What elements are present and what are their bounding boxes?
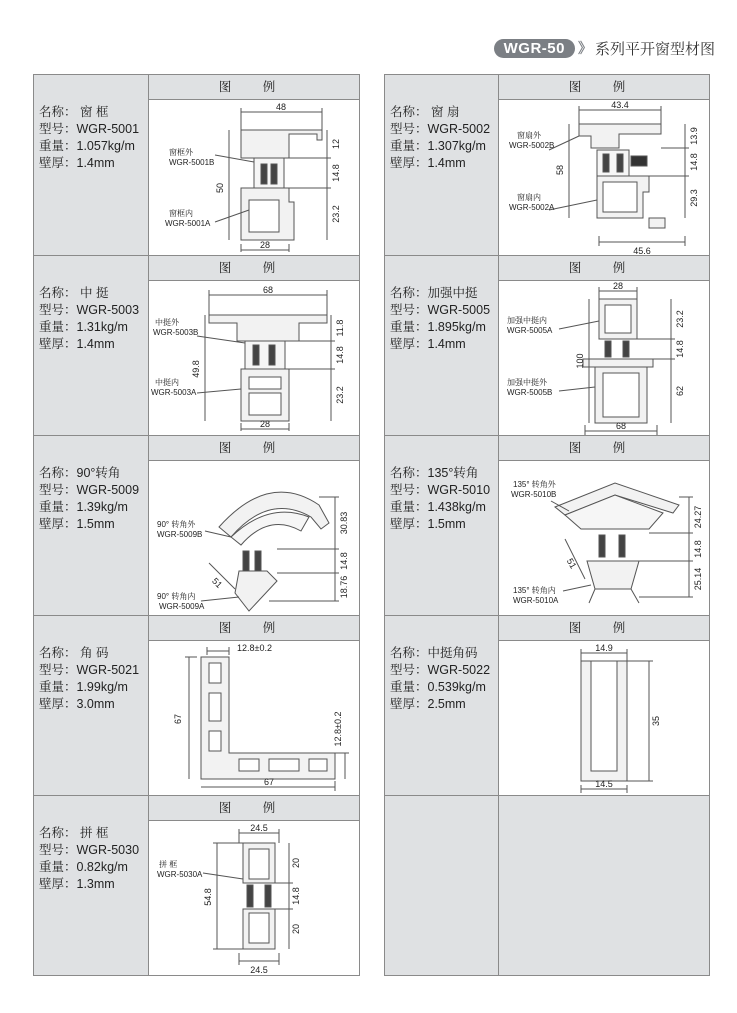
spec-weight: 重量：1.895kg/m xyxy=(390,320,486,334)
dim-r2: 14.8 xyxy=(331,164,341,182)
dim-bottom: 28 xyxy=(259,240,271,250)
dim-diag: 51 xyxy=(564,556,579,571)
dim-r3: 62 xyxy=(675,385,685,397)
label-outer: 135° 转角外 xyxy=(513,480,556,489)
dim-r2: 14.8 xyxy=(693,540,703,558)
spec-block xyxy=(39,825,139,893)
spec-name: 名称： 窗 框 xyxy=(39,105,109,119)
label-inner: 窗框内 xyxy=(169,209,193,218)
profile-row-5005 xyxy=(385,256,709,436)
spec-model: 型号：WGR-5002 xyxy=(390,122,491,136)
profile-drawing-5009 xyxy=(149,461,359,615)
dim-left: 67 xyxy=(173,713,183,725)
profile-drawing-5005 xyxy=(499,281,709,435)
label-outer-code: WGR-5002B xyxy=(509,141,555,150)
dim-height: 49.8 xyxy=(191,360,201,378)
spec-weight: 重量：1.057kg/m xyxy=(39,139,135,153)
dim-bottom: 14.5 xyxy=(595,779,613,789)
spec-model: 型号：WGR-5001 xyxy=(39,122,140,136)
spec-weight: 重量：1.31kg/m xyxy=(39,320,128,334)
empty-panel xyxy=(498,796,709,975)
spec-block xyxy=(390,645,490,713)
series-badge: WGR-50 xyxy=(494,39,575,58)
legend-panel xyxy=(148,436,359,615)
profile-row-5003 xyxy=(34,256,359,436)
dim-r2: 14.8 xyxy=(335,346,345,364)
label-outer-code: WGR-5009B xyxy=(157,530,203,539)
label-outer-code: WGR-5030A xyxy=(157,870,203,879)
profile-drawing-5001 xyxy=(149,100,359,255)
label-outer: 窗扇外 xyxy=(517,131,541,140)
left-column xyxy=(33,74,360,976)
dim-top: 48 xyxy=(275,102,287,112)
page-title: 系列平开窗型材图 xyxy=(594,40,715,58)
spec-name: 名称： 中 挺 xyxy=(39,286,109,300)
dim-r1: 24.27 xyxy=(693,505,703,529)
spec-weight: 重量：0.82kg/m xyxy=(39,860,128,874)
dim-r1: 13.9 xyxy=(689,127,699,145)
legend-title: 图 例 xyxy=(499,616,709,641)
profile-drawing-5003 xyxy=(149,281,359,435)
spec-weight: 重量：1.39kg/m xyxy=(39,500,128,514)
dim-top: 43.4 xyxy=(611,100,629,110)
spec-wall: 壁厚：1.4mm xyxy=(390,337,466,351)
spec-weight: 重量：1.99kg/m xyxy=(39,680,128,694)
spec-block xyxy=(39,285,139,353)
label-outer: 中挺外 xyxy=(155,318,179,327)
profile-drawing-5010 xyxy=(499,461,709,615)
dim-r1: 12 xyxy=(331,138,341,150)
spec-weight: 重量：0.539kg/m xyxy=(390,680,486,694)
dim-bottom: 67 xyxy=(263,777,275,787)
dim-r1: 20 xyxy=(291,857,301,869)
legend-title: 图 例 xyxy=(149,75,359,100)
spec-model: 型号：WGR-5003 xyxy=(39,303,140,317)
dim-bottom: 45.6 xyxy=(633,246,651,255)
chevron-icon: 》 xyxy=(577,40,592,56)
profile-drawing-5021 xyxy=(149,641,359,795)
dim-right: 12.8±0.2 xyxy=(333,711,343,747)
page-header xyxy=(494,36,715,60)
spec-block xyxy=(39,104,139,172)
spec-wall: 壁厚：1.4mm xyxy=(390,156,466,170)
legend-title: 图 例 xyxy=(499,75,709,100)
label-outer: 窗框外 xyxy=(169,148,193,157)
empty-row xyxy=(385,796,709,975)
dim-r1: 23.2 xyxy=(675,310,685,328)
spec-model: 型号：WGR-5021 xyxy=(39,663,140,677)
profile-row-5010 xyxy=(385,436,709,616)
spec-wall: 壁厚：1.4mm xyxy=(39,337,115,351)
profile-row-5030 xyxy=(34,796,359,975)
dim-top: 68 xyxy=(262,285,274,295)
legend-panel xyxy=(148,75,359,255)
label-inner-code: WGR-5002A xyxy=(509,203,555,212)
spec-weight: 重量：1.438kg/m xyxy=(390,500,486,514)
profile-drawing-5030 xyxy=(149,821,359,975)
dim-r1: 11.8 xyxy=(335,319,345,337)
dim-r3: 20 xyxy=(291,923,301,935)
label-inner: 窗扇内 xyxy=(517,193,541,202)
legend-title: 图 例 xyxy=(149,436,359,461)
legend-panel xyxy=(148,256,359,435)
dim-top: 24.5 xyxy=(250,823,268,833)
label-inner-code: WGR-5009A xyxy=(159,602,205,611)
label-outer: 拼 框 xyxy=(159,860,178,869)
spec-model: 型号：WGR-5010 xyxy=(390,483,491,497)
dim-bottom: 28 xyxy=(259,419,271,429)
legend-title: 图 例 xyxy=(149,796,359,821)
dim-diag: 51 xyxy=(210,575,225,590)
dim-top: 14.9 xyxy=(595,643,613,653)
dim-top: 12.8±0.2 xyxy=(237,643,272,653)
label-outer-code: WGR-5010B xyxy=(511,490,557,499)
profile-row-5009 xyxy=(34,436,359,616)
label-inner-code: WGR-5010A xyxy=(513,596,559,605)
legend-panel xyxy=(148,616,359,795)
spec-model: 型号：WGR-5005 xyxy=(390,303,491,317)
spec-block xyxy=(39,465,139,533)
dim-r2: 14.8 xyxy=(689,153,699,171)
spec-block xyxy=(390,104,490,172)
spec-block xyxy=(390,285,490,353)
profile-row-5021 xyxy=(34,616,359,796)
spec-name: 名称：中挺角码 xyxy=(390,646,478,660)
dim-r2: 14.8 xyxy=(339,552,349,570)
legend-panel xyxy=(498,256,709,435)
legend-panel xyxy=(498,616,709,795)
dim-bottom: 68 xyxy=(615,421,627,431)
spec-model: 型号：WGR-5009 xyxy=(39,483,140,497)
legend-title: 图 例 xyxy=(149,256,359,281)
spec-wall: 壁厚：2.5mm xyxy=(390,697,466,711)
dim-height: 100 xyxy=(575,353,585,369)
spec-model: 型号：WGR-5030 xyxy=(39,843,140,857)
dim-r3: 23.2 xyxy=(335,386,345,404)
spec-wall: 壁厚：1.3mm xyxy=(39,877,115,891)
legend-title: 图 例 xyxy=(499,256,709,281)
label-outer-code: WGR-5003B xyxy=(153,328,199,337)
label-inner-code: WGR-5005B xyxy=(507,388,553,397)
label-inner: 加强中挺外 xyxy=(507,378,547,387)
profile-drawing-5022 xyxy=(499,641,709,795)
spec-name: 名称： 角 码 xyxy=(39,646,109,660)
label-inner: 中挺内 xyxy=(155,378,179,387)
dim-r3: 18.76 xyxy=(339,575,349,599)
dim-r1: 30.83 xyxy=(339,511,349,535)
dim-right: 35 xyxy=(651,715,661,727)
spec-name: 名称：90°转角 xyxy=(39,466,121,480)
dim-height: 50 xyxy=(215,182,225,194)
legend-panel xyxy=(498,75,709,255)
dim-r2: 14.8 xyxy=(675,340,685,358)
dim-r3: 25.14 xyxy=(693,567,703,591)
dim-r3: 23.2 xyxy=(331,205,341,223)
label-inner: 135° 转角内 xyxy=(513,586,556,595)
spec-name: 名称： 拼 框 xyxy=(39,826,109,840)
dim-r3: 29.3 xyxy=(689,189,699,207)
spec-model: 型号：WGR-5022 xyxy=(390,663,491,677)
dim-height: 58 xyxy=(555,164,565,176)
profile-row-5022 xyxy=(385,616,709,796)
profile-drawing-5002 xyxy=(499,100,709,255)
label-outer: 90° 转角外 xyxy=(157,520,196,529)
label-outer: 加强中挺内 xyxy=(507,316,547,325)
spec-weight: 重量：1.307kg/m xyxy=(390,139,486,153)
label-inner-code: WGR-5001A xyxy=(165,219,211,228)
label-outer-code: WGR-5005A xyxy=(507,326,553,335)
spec-name: 名称： 窗 扇 xyxy=(390,105,460,119)
dim-top: 28 xyxy=(612,281,624,291)
legend-title: 图 例 xyxy=(149,616,359,641)
label-inner-code: WGR-5003A xyxy=(151,388,197,397)
legend-panel xyxy=(498,436,709,615)
legend-panel xyxy=(148,796,359,975)
profile-row-5001 xyxy=(34,75,359,256)
label-outer-code: WGR-5001B xyxy=(169,158,215,167)
dim-height: 54.8 xyxy=(203,888,213,906)
dim-bottom: 24.5 xyxy=(250,965,268,975)
spec-wall: 壁厚：1.5mm xyxy=(39,517,115,531)
spec-wall: 壁厚：1.5mm xyxy=(390,517,466,531)
spec-name: 名称：加强中挺 xyxy=(390,286,478,300)
spec-wall: 壁厚：3.0mm xyxy=(39,697,115,711)
profile-row-5002 xyxy=(385,75,709,256)
dim-r2: 14.8 xyxy=(291,887,301,905)
spec-name: 名称：135°转角 xyxy=(390,466,479,480)
spec-wall: 壁厚：1.4mm xyxy=(39,156,115,170)
spec-block xyxy=(390,465,490,533)
spec-block xyxy=(39,645,139,713)
legend-title: 图 例 xyxy=(499,436,709,461)
label-inner: 90° 转角内 xyxy=(157,592,196,601)
right-column xyxy=(384,74,710,976)
